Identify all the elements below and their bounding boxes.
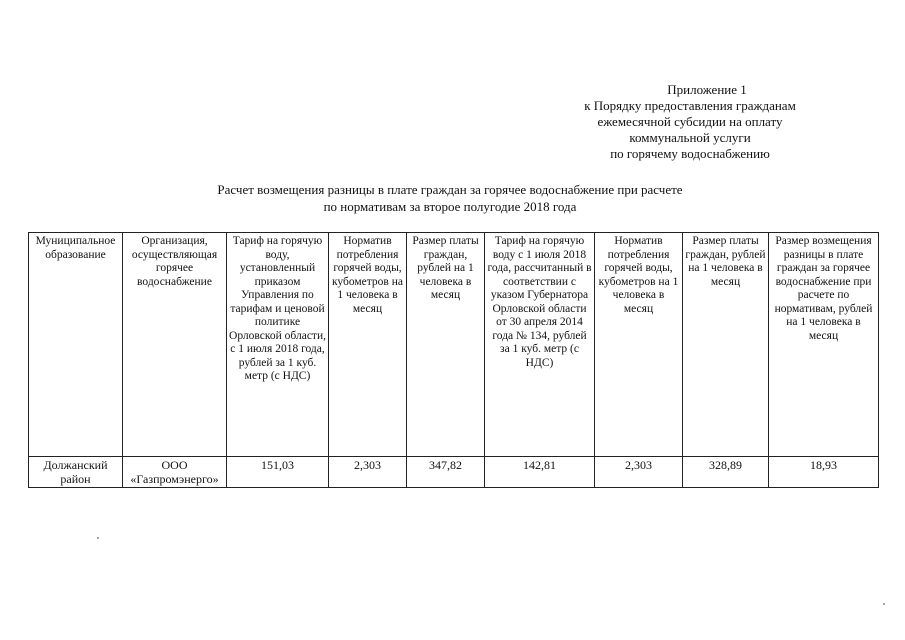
document-title-line: по нормативам за второе полугодие 2018 года <box>323 199 577 214</box>
header-norm-2: Норматив потребления горячей воды, кубометров на 1 человека в месяц <box>595 233 683 457</box>
table-header-row <box>29 233 879 457</box>
table-cell: Должанский район <box>29 457 123 488</box>
scan-speck <box>883 603 885 605</box>
table-cell: 2,303 <box>329 457 407 488</box>
scan-speck <box>97 537 99 539</box>
header-tariff-order: Тариф на горячую воду, установленный приказом Управления по тарифам и ценовой политике Орловской области, с 1 июля 2018 года, рублей за 1 куб. метр (с НДС) <box>227 233 329 457</box>
table-cell: 2,303 <box>595 457 683 488</box>
table-cell: 347,82 <box>407 457 485 488</box>
subsidy-table <box>28 232 879 488</box>
table-cell: 142,81 <box>485 457 595 488</box>
table-cell: 18,93 <box>769 457 879 488</box>
appendix-line: к Порядку предоставления гражданам <box>584 98 796 113</box>
header-municipality: Муниципальное образование <box>29 233 123 457</box>
appendix-line: ежемесячной субсидии на оплату <box>597 114 783 129</box>
header-tariff-decree: Тариф на горячую воду с 1 июля 2018 года, рассчитанный в соответствии с указом Губернатора Орловской области от 30 апреля 2014 года № 134, рублей за 1 куб. метр (с НДС) <box>485 233 595 457</box>
table-cell: 328,89 <box>683 457 769 488</box>
appendix-line: по горячему водоснабжению <box>610 146 770 161</box>
appendix-line: Приложение 1 <box>667 82 747 97</box>
document-title-line: Расчет возмещения разницы в плате граждан за горячее водоснабжение при расчете <box>217 182 683 197</box>
header-payment-2: Размер платы граждан, рублей на 1 человека в месяц <box>683 233 769 457</box>
header-organization: Организация, осуществляющая горячее водоснабжение <box>123 233 227 457</box>
table-row <box>29 457 879 488</box>
header-norm: Норматив потребления горячей воды, кубометров на 1 человека в месяц <box>329 233 407 457</box>
table-cell: 151,03 <box>227 457 329 488</box>
appendix-line: коммунальной услуги <box>629 130 751 145</box>
appendix-block <box>520 82 860 162</box>
document-title <box>150 181 750 215</box>
header-compensation: Размер возмещения разницы в плате граждан за горячее водоснабжение при расчете по нормативам, рублей на 1 человека в месяц <box>769 233 879 457</box>
table-cell: ООО «Газпромэнерго» <box>123 457 227 488</box>
header-payment: Размер платы граждан, рублей на 1 человека в месяц <box>407 233 485 457</box>
